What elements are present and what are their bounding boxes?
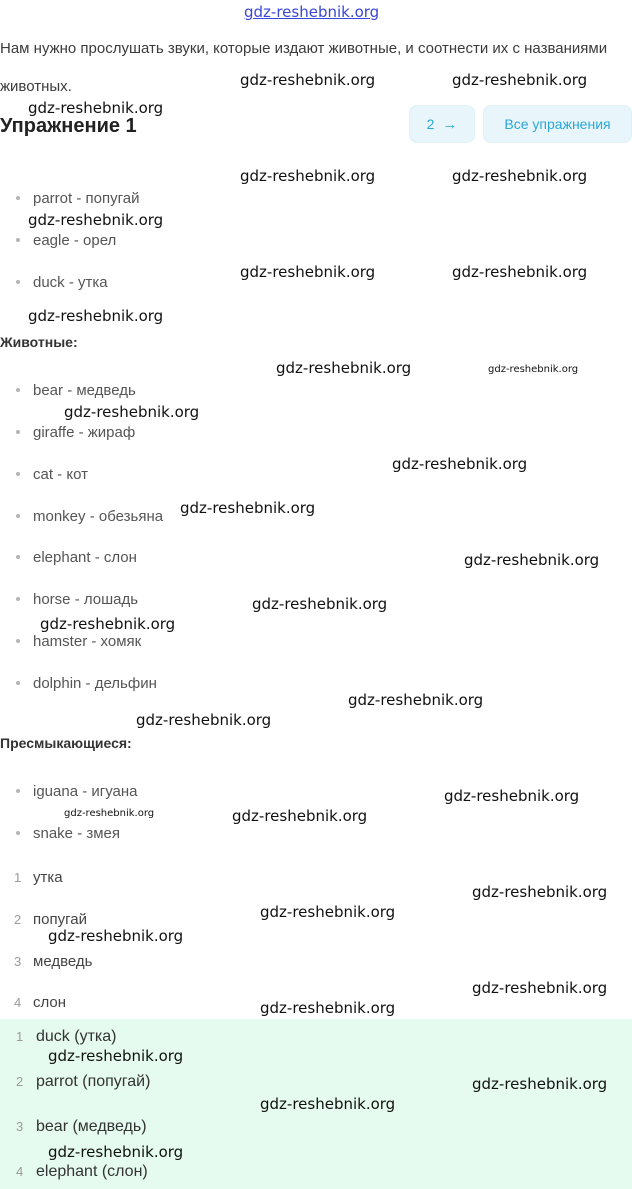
watermark: gdz-reshebnik.org: [28, 99, 164, 117]
bullet-icon: [16, 280, 20, 284]
bullet-icon: [16, 555, 20, 559]
answer-item: 3 bear (медведь): [16, 1118, 147, 1135]
watermark: gdz-reshebnik.org: [260, 903, 396, 921]
watermark: gdz-reshebnik.org: [28, 307, 164, 325]
watermark: gdz-reshebnik.org: [28, 211, 164, 229]
watermark: gdz-reshebnik.org: [48, 1143, 184, 1161]
bullet-icon: [16, 514, 20, 518]
watermark: gdz-reshebnik.org: [452, 263, 588, 281]
bullet-icon: [16, 639, 20, 643]
watermark: gdz-reshebnik.org: [136, 711, 272, 729]
list-item: horse - лошадь: [16, 590, 138, 610]
list-item: snake - змея: [16, 824, 120, 844]
bullet-icon: [16, 681, 20, 685]
watermark: gdz-reshebnik.org: [472, 979, 608, 997]
list-item: hamster - хомяк: [16, 632, 141, 652]
list-item: giraffe - жираф: [16, 423, 135, 443]
watermark: gdz-reshebnik.org: [260, 1095, 396, 1113]
task-item: 4 слон: [14, 994, 67, 1011]
task-item: 3 медведь: [14, 953, 93, 970]
next-exercise-button[interactable]: [409, 105, 475, 143]
watermark: gdz-reshebnik.org: [348, 691, 484, 709]
watermark: gdz-reshebnik.org: [452, 167, 588, 185]
bullet-icon: [16, 430, 20, 434]
list-item: duck - утка: [16, 273, 108, 293]
task-item: 1 утка: [14, 869, 63, 886]
watermark: gdz-reshebnik.org: [180, 499, 316, 517]
watermark: gdz-reshebnik.org: [464, 551, 600, 569]
watermark: gdz-reshebnik.org: [48, 1047, 184, 1065]
intro-text: Нам нужно прослушать звуки, которые издают животные, и соотнести их с названиями животных.: [0, 40, 608, 95]
watermark: gdz-reshebnik.org: [240, 71, 376, 89]
reptiles-heading: Пресмыкающиеся:: [0, 735, 132, 751]
list-item: cat - кот: [16, 465, 88, 485]
list-item: dolphin - дельфин: [16, 674, 157, 694]
bullet-icon: [16, 831, 20, 835]
watermark: gdz-reshebnik.org: [472, 883, 608, 901]
watermark: gdz-reshebnik.org: [276, 359, 412, 377]
watermark: gdz-reshebnik.org: [472, 1075, 608, 1093]
list-item: parrot - попугай: [16, 189, 139, 209]
bullet-icon: [16, 388, 20, 392]
bullet-icon: [16, 597, 20, 601]
watermark: gdz-reshebnik.org: [40, 615, 176, 633]
watermark: gdz-reshebnik.org: [452, 71, 588, 89]
list-item: eagle - орел: [16, 231, 116, 251]
watermark: gdz-reshebnik.org: [240, 167, 376, 185]
page-title: Упражнение 1: [0, 115, 137, 137]
watermark: gdz-reshebnik.org: [48, 927, 184, 945]
watermark-link[interactable]: gdz-reshebnik.org: [244, 3, 380, 21]
watermark: gdz-reshebnik.org: [392, 455, 528, 473]
list-item: monkey - обезьяна: [16, 507, 163, 527]
watermark: gdz-reshebnik.org: [64, 808, 155, 819]
answer-item: 2 parrot (попугай): [16, 1073, 151, 1090]
task-item: 2 попугай: [14, 911, 87, 928]
watermark: gdz-reshebnik.org: [240, 263, 376, 281]
bullet-icon: [16, 472, 20, 476]
bullet-icon: [16, 196, 20, 200]
watermark: gdz-reshebnik.org: [260, 999, 396, 1017]
arrow-right-icon: →: [442, 115, 458, 133]
answer-item: 1 duck (утка): [16, 1028, 117, 1045]
bullet-icon: [16, 238, 20, 242]
answer-item: 4 elephant (слон): [16, 1163, 148, 1180]
watermark: gdz-reshebnik.org: [232, 807, 368, 825]
bullet-icon: [16, 789, 20, 793]
watermark: gdz-reshebnik.org: [64, 403, 200, 421]
all-exercises-label: Все упражнения: [504, 116, 611, 132]
list-item: elephant - слон: [16, 548, 137, 568]
list-item: bear - медведь: [16, 381, 136, 401]
all-exercises-button[interactable]: [483, 105, 632, 143]
watermark: gdz-reshebnik.org: [488, 364, 579, 375]
next-exercise-label: 2: [426, 116, 435, 132]
animals-heading: Животные:: [0, 334, 78, 350]
list-item: iguana - игуана: [16, 782, 138, 802]
watermark: gdz-reshebnik.org: [252, 595, 388, 613]
watermark: gdz-reshebnik.org: [444, 787, 580, 805]
